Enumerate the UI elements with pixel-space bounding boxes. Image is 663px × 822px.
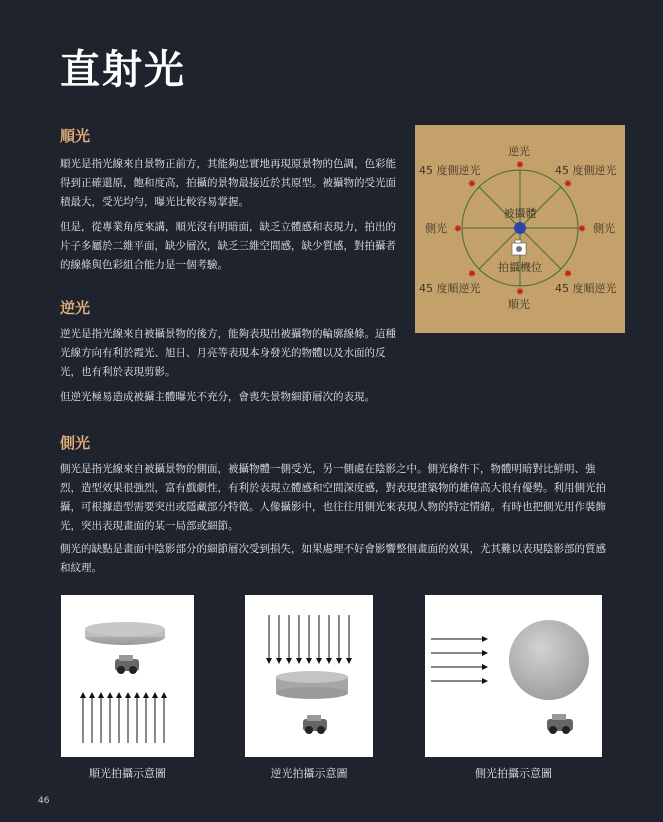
paragraph-back-light-1: 逆光是指光線來自被攝景物的後方，能夠表現出被攝物的輪廓線條。這種光線方向有利於霞光、旭日、月亮等表現本身發光的物體以及水面的反光，也有利於表現剪影。	[60, 328, 396, 378]
label-side-left: 側光	[425, 222, 447, 235]
label-subject: 被攝體	[503, 207, 537, 220]
light-arrows-down	[269, 615, 349, 661]
camera-icon	[512, 240, 526, 255]
paragraph-front-light-1: 順光是指光線來自景物正前方，其能夠忠實地再現原景物的色調，色彩能得到正確還原，飽和度高，拍攝的景物最接近於其原型。被攝物的受光面積最大，受光均勻，曝光比較容易掌握。	[60, 158, 396, 208]
light-marker-top-right: ✹	[563, 179, 573, 190]
label-front-light: 順光	[508, 298, 530, 311]
light-marker-right: ✹	[577, 224, 587, 235]
figure-back-light	[245, 595, 373, 757]
caption-front-light: 順光拍攝示意圖	[89, 767, 166, 780]
paragraph-back-light-2: 但逆光極易造成被攝主體曝光不充分，會喪失景物細節層次的表現。	[60, 391, 375, 403]
light-marker-left: ✹	[453, 224, 463, 235]
section-heading-back-light: 逆光	[60, 299, 91, 317]
light-arrows-up	[83, 695, 164, 743]
label-top-left: 45 度側逆光	[419, 164, 481, 177]
camera-icon	[115, 655, 139, 674]
caption-back-light: 逆光拍攝示意圖	[270, 767, 348, 780]
section-heading-front-light: 順光	[60, 127, 91, 145]
label-bottom-right: 45 度順逆光	[555, 282, 617, 295]
caption-side-light: 側光拍攝示意圖	[475, 767, 552, 780]
light-marker-bottom: ✹	[515, 287, 525, 298]
light-marker-bottom-right: ✹	[563, 269, 573, 280]
light-marker-top-left: ✹	[467, 179, 477, 190]
paragraph-side-light-1: 側光是指光線來自被攝景物的側面，被攝物體一側受光，另一側處在陰影之中。側光條件下，物體明暗對比鮮明、強烈，造型效果很強烈，富有戲劇性，有利於表現立體感和空間深度感，對表現建築物的雄偉高大很有優勢。利用側光拍攝，可根據造型需要突出或隱藏部分特徵。人像攝影中，也往往用側光來表現人物的特定情緒。有時也把側光用作裝飾光，突出表現畫面的某一局部或細節。	[60, 463, 606, 532]
camera-icon	[303, 715, 327, 734]
light-arrows-right	[431, 639, 485, 681]
label-top-right: 45 度側逆光	[555, 164, 617, 177]
page-number: 46	[38, 796, 50, 806]
figure-side-light	[425, 595, 602, 757]
label-bottom-left: 45 度順逆光	[419, 282, 481, 295]
label-camera: 拍攝機位	[498, 261, 542, 274]
label-side-right: 側光	[593, 222, 615, 235]
label-back-light: 逆光	[508, 145, 530, 158]
paragraph-front-light-2: 但是，從專業角度來講，順光沒有明暗面，缺乏立體感和表現力，拍出的片子多屬於二維平面，缺少層次，缺乏三維空間感，缺少質感，對拍攝者的線條與色彩組合能力是一個考驗。	[60, 221, 396, 271]
page-title: 直射光	[60, 47, 186, 93]
disc-subject	[509, 620, 589, 700]
light-marker-top: ✹	[515, 160, 525, 171]
disc-subject	[276, 671, 348, 699]
subject-dot	[514, 222, 526, 234]
light-marker-bottom-left: ✹	[467, 269, 477, 280]
light-direction-diagram	[415, 125, 625, 333]
figure-front-light	[61, 595, 194, 757]
paragraph-side-light-2: 側光的缺點是畫面中陰影部分的細節層次受到損失，如果處理不好會影響整個畫面的效果，尤其難以表現陰影部的質感和紋理。	[60, 543, 606, 574]
section-heading-side-light: 側光	[60, 434, 91, 452]
camera-icon	[547, 714, 573, 734]
